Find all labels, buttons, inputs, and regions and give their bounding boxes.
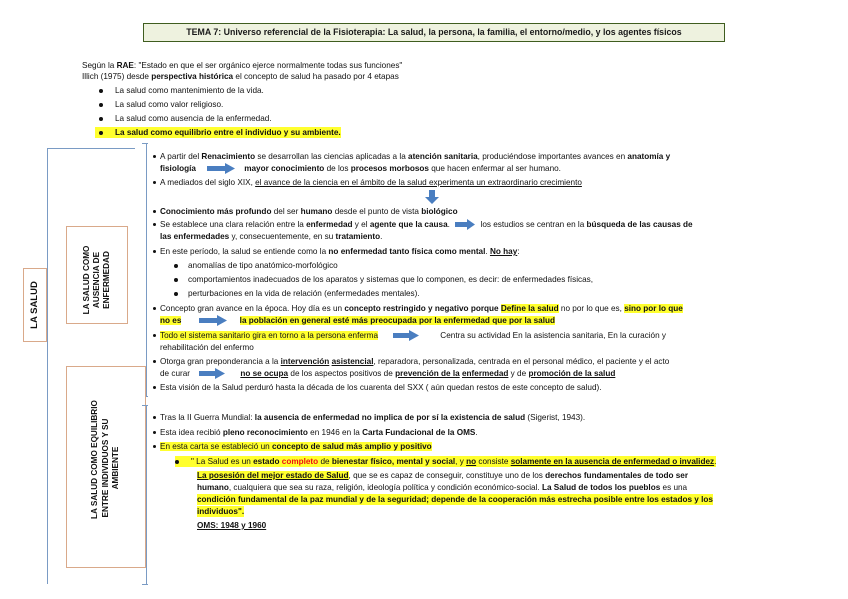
s1-line: de curar no se ocupa de los aspectos positivos de prevención de la enfermedad y de promoción de la salud	[160, 369, 616, 378]
stage-item-highlighted: La salud como equilibrio entre el individuo y su ambiente.	[95, 127, 341, 138]
s2-line: Esta idea recibió pleno reconocimiento en 1946 en la Carta Fundacional de la OMS.	[153, 427, 478, 438]
right-arrow-icon	[206, 163, 236, 174]
right-arrow-icon	[198, 368, 226, 379]
down-arrow-icon	[425, 190, 439, 204]
s1-line: Concepto gran avance en la época. Hoy día es un concepto restringido y negativo porque Define la salud no por lo que es, sino por lo que	[153, 303, 683, 314]
s2-line: En esta carta se estableció un concepto de salud más amplio y positivo	[153, 441, 432, 452]
s1-line: Conocimiento más profundo del ser humano desde el punto de vista biológico	[153, 206, 458, 217]
stage-item: La salud como valor religioso.	[99, 99, 223, 110]
right-arrow-icon	[198, 315, 228, 326]
la-salud-label: LA SALUD	[29, 281, 40, 329]
who-quote-line: La posesión del mejor estado de Salud, que se es capaz de conseguir, constituye uno de los derechos fundamentales de todo ser	[197, 471, 689, 480]
illich-line: Illich (1975) desde perspectiva histórica el concepto de salud ha pasado por 4 etapas	[82, 72, 399, 81]
page-title: TEMA 7: Universo referencial de la Fisioterapia: La salud, la persona, la familia, el entorno/medio, y los agentes físicos	[143, 23, 725, 42]
s1-line: rehabilitación del enfermo	[160, 343, 254, 352]
section2-label: LA SALUD COMO EQUILIBRIO ENTRE INDIVIDUOS Y SU AMBIENTE	[90, 400, 120, 519]
rae-definition: Según la RAE: "Estado en que el ser orgánico ejerce normalmente todas sus funciones"	[82, 61, 403, 70]
oms-dates: OMS: 1948 y 1960	[197, 521, 267, 530]
s2-line: Tras la II Guerra Mundial: la ausencia de enfermedad no implica de por sí la existencia de salud (Sigerist, 1943).	[153, 412, 585, 423]
who-quote-line: individuos".	[197, 507, 245, 516]
s1-line: fisiología mayor conocimiento de los procesos morbosos que hacen enfermar al ser humano.	[160, 164, 561, 173]
s1-line: A mediados del siglo XIX, el avance de la ciencia en el ámbito de la salud experimenta un extraordinario crecimiento	[153, 177, 582, 188]
right-arrow-icon	[392, 330, 420, 341]
s1-line: las enfermedades y, consecuentemente, en su tratamiento.	[160, 232, 383, 241]
s1-subitem: perturbaciones en la vida de relación (enfermedades mentales).	[174, 288, 420, 299]
section1-label: LA SALUD COMO AUSENCIA DE ENFERMEDAD	[82, 245, 111, 315]
connector-line	[47, 148, 135, 149]
s1-line: no es la población en general esté más preocupada por la enfermedad que por la salud	[160, 316, 555, 325]
s1-line: Todo el sistema sanitario gira en torno a la persona enferma Centra su actividad En la asistencia sanitaria, En la curación y	[153, 330, 666, 341]
stage-item: La salud como mantenimiento de la vida.	[99, 85, 264, 96]
s1-line: Se establece una clara relación entre la enfermedad y el agente que la causa. los estudios se centran en la búsqueda de las causas de	[153, 219, 693, 230]
s1-line: En este período, la salud se entiende como la no enfermedad tanto física como mental. No hay:	[153, 246, 520, 257]
who-quote-line: humano, cualquiera que sea su raza, religión, ideología política y condición económico-social. La Salud de todos los pueblos es una	[197, 483, 688, 492]
s1-line: Esta visión de la Salud perduró hasta la década de los cuarenta del SXX ( aún quedan restos de este concepto de salud).	[153, 382, 602, 393]
s1-subitem: comportamientos inadecuados de los aparatos y sistemas que lo componen, es decir: de enfermedades físicas,	[174, 274, 593, 285]
stage-item: La salud como ausencia de la enfermedad.	[99, 113, 272, 124]
s1-subitem: anomalías de tipo anatómico-morfológico	[174, 260, 338, 271]
connector-line	[47, 148, 48, 584]
right-arrow-icon	[454, 219, 476, 230]
who-quote-line: condición fundamental de la paz mundial y de la seguridad; depende de la cooperación más estrecha posible entre los estados y los	[197, 495, 713, 504]
section1-bracket	[146, 143, 147, 396]
s1-line: Otorga gran preponderancia a la intervención asistencial, reparadora, personalizada, centrada en el personal médico, el paciente y el acto	[153, 356, 669, 367]
section2-bracket	[146, 405, 147, 585]
s1-line: A partir del Renacimiento se desarrollan las ciencias aplicadas a la atención sanitaria, produciéndose importantes avances en anatomía y	[153, 151, 670, 162]
who-quote-line: " La Salud es un estado completo de bienestar físico, mental y social, y no consiste solamente en la ausencia de enfermedad o invalidez.	[175, 456, 716, 467]
